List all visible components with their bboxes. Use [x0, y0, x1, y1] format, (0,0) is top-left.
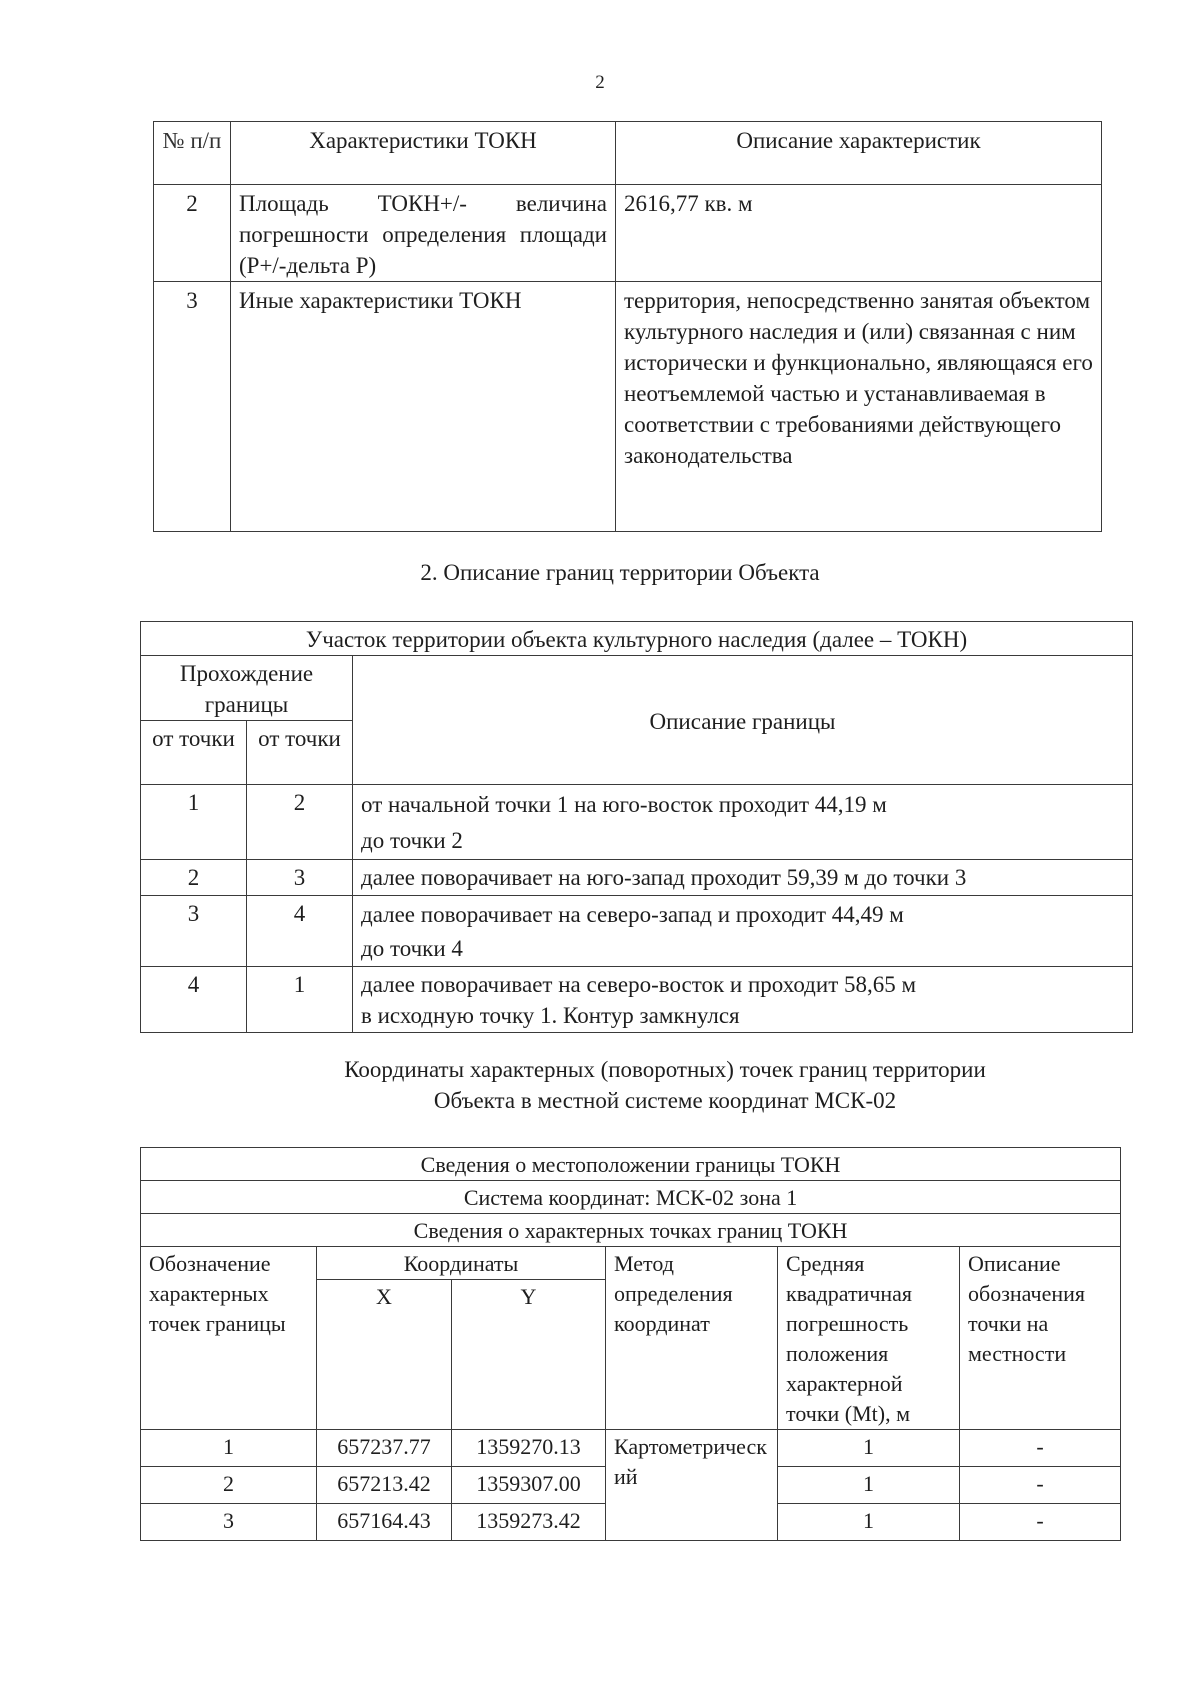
table-caption-3: Сведения о характерных точках границ ТОКН	[141, 1214, 1121, 1247]
row-error: 1	[778, 1467, 960, 1504]
table-caption-2: Система координат: МСК-02 зона 1	[141, 1181, 1121, 1214]
row-border-text	[353, 896, 1133, 967]
characteristics-table	[153, 121, 1102, 532]
row-border-text	[353, 967, 1133, 1033]
row-to: 3	[247, 860, 353, 896]
border-line-2: до точки 4	[361, 936, 463, 961]
table-caption: Участок территории объекта культурного наследия (далее – ТОКН)	[141, 622, 1133, 656]
table-row	[141, 785, 1133, 860]
table-row	[141, 622, 1133, 656]
row-point: 1	[141, 1430, 317, 1467]
col-header-point: Обозначение характерных точек границы	[141, 1247, 317, 1430]
col-header-method: Метод определения координат	[606, 1247, 778, 1430]
col-header-to: от точки	[247, 721, 353, 785]
table-row	[154, 122, 1102, 185]
row-x: 657237.77	[317, 1430, 452, 1467]
row-border-text	[353, 785, 1133, 860]
row-characteristic: Иные характеристики ТОКН	[231, 282, 616, 532]
row-x: 657213.42	[317, 1467, 452, 1504]
row-y: 1359273.42	[452, 1504, 606, 1541]
col-header-error: Средняя квадратичная погрешность положения характерной точки (Mt), м	[778, 1247, 960, 1430]
section-heading-borders: 2. Описание границ территории Объекта	[420, 560, 820, 585]
border-line-1: далее поворачивает на юго-запад проходит 59,39 м до точки 3	[361, 865, 967, 890]
table-row	[154, 185, 1102, 282]
border-line-2: в исходную точку 1. Контур замкнулся	[361, 1003, 740, 1028]
row-x: 657164.43	[317, 1504, 452, 1541]
border-line-1: от начальной точки 1 на юго-восток проходит 44,19 м	[361, 792, 887, 817]
row-description: территория, непосредственно занятая объектом культурного наследия и (или) связанная с ним исторически и функционально, являющаяся его неотъемлемой частью и устанавливаемая в соответствии с требованиями действующего законодательства	[616, 282, 1102, 532]
border-line-2: до точки 2	[361, 828, 463, 853]
page-number: 2	[595, 72, 605, 93]
col-header-y: Y	[452, 1280, 606, 1430]
heading-line-2: Объекта в местной системе координат МСК-02	[433, 1088, 897, 1113]
col-header-characteristic: Характеристики ТОКН	[231, 122, 616, 185]
row-method: Картометрический	[606, 1430, 778, 1541]
row-y: 1359307.00	[452, 1467, 606, 1504]
row-num: 3	[154, 282, 231, 532]
col-header-x: X	[317, 1280, 452, 1430]
col-header-border-description: Описание границы	[353, 656, 1133, 785]
row-desc: -	[960, 1504, 1121, 1541]
row-point: 2	[141, 1467, 317, 1504]
table-row	[154, 282, 1102, 532]
col-header-desc: Описание обозначения точки на местности	[960, 1247, 1121, 1430]
row-characteristic: Площадь ТОКН+/- величина погрешности определения площади (Р+/-дельта Р)	[231, 185, 616, 282]
row-to: 4	[247, 896, 353, 967]
row-from: 1	[141, 785, 247, 860]
col-header-num: № п/п	[154, 122, 231, 185]
row-from: 4	[141, 967, 247, 1033]
row-description: 2616,77 кв. м	[616, 185, 1102, 282]
row-y: 1359270.13	[452, 1430, 606, 1467]
table-caption-1: Сведения о местоположении границы ТОКН	[141, 1148, 1121, 1181]
border-description-table	[140, 621, 1133, 1033]
border-line-1: далее поворачивает на северо-запад и проходит 44,49 м	[361, 902, 904, 927]
table-row	[141, 896, 1133, 967]
row-error: 1	[778, 1430, 960, 1467]
row-error: 1	[778, 1504, 960, 1541]
heading-line-1: Координаты характерных (поворотных) точек границ территории	[344, 1057, 986, 1082]
col-header-from: от точки	[141, 721, 247, 785]
row-desc: -	[960, 1467, 1121, 1504]
table-row	[141, 1148, 1121, 1181]
table-row	[141, 1181, 1121, 1214]
table-row	[141, 1430, 1121, 1467]
table-row	[141, 860, 1133, 896]
table-row	[141, 1214, 1121, 1247]
row-border-text	[353, 860, 1133, 896]
col-header-coords: Координаты	[317, 1247, 606, 1280]
row-from: 2	[141, 860, 247, 896]
section-heading-coordinates	[0, 1054, 1200, 1116]
coordinates-table	[140, 1147, 1121, 1541]
row-from: 3	[141, 896, 247, 967]
row-to: 2	[247, 785, 353, 860]
row-point: 3	[141, 1504, 317, 1541]
table-row	[141, 967, 1133, 1033]
row-num: 2	[154, 185, 231, 282]
row-desc: -	[960, 1430, 1121, 1467]
table-row	[141, 1247, 1121, 1280]
col-header-description: Описание характеристик	[616, 122, 1102, 185]
col-header-passage: Прохождение границы	[141, 656, 353, 721]
table-row	[141, 656, 1133, 721]
row-to: 1	[247, 967, 353, 1033]
border-line-1: далее поворачивает на северо-восток и проходит 58,65 м	[361, 972, 917, 997]
